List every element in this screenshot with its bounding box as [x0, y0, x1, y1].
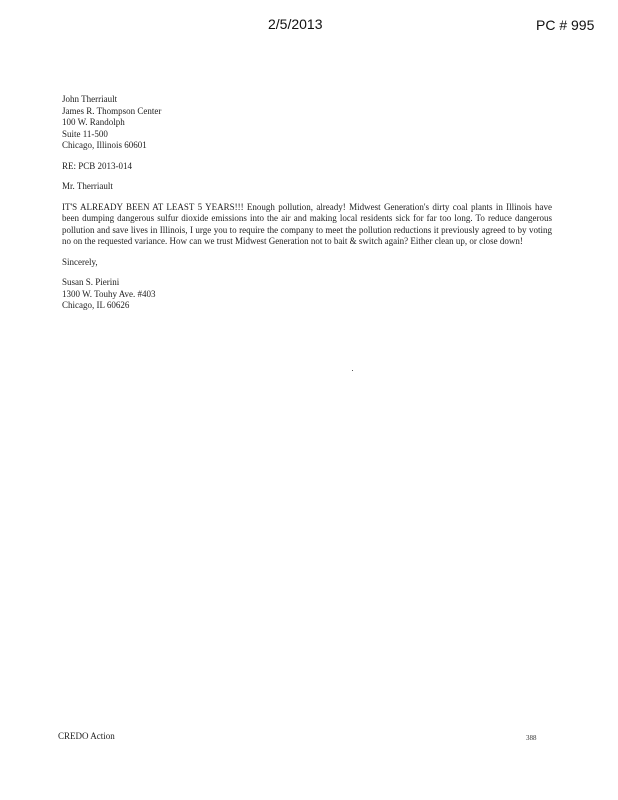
sender-line: Susan S. Pierini: [62, 277, 120, 287]
sender-line: Chicago, IL 60626: [62, 300, 130, 310]
sender-line: 1300 W. Touhy Ave. #403: [62, 288, 156, 299]
header-date: 2/5/2013: [268, 16, 323, 32]
public-comment-number: PC # 995: [536, 17, 595, 33]
recipient-line: Suite 11-500: [62, 128, 108, 139]
scan-speck: [352, 370, 353, 371]
body-paragraph: IT'S ALREADY BEEN AT LEAST 5 YEARS!!! Enough pollution, already! Midwest Generation's dirty coal plants in Illinois have been dumping dangerous sulfur dioxide emissions into the air and making local residents sick for far too long. To reduce dangerous pollution and save lives in Illinois, I urge you to require the company to meet the pollution reductions it previously agreed to by voting no on the requested variance. How can we trust Midwest Generation not to bait & switch again? Either clean up, or close down!: [62, 201, 552, 246]
footer-page-number: 388: [526, 734, 537, 742]
recipient-line: John Therriault: [62, 94, 118, 104]
salutation: Mr. Therriault: [62, 181, 113, 191]
closing: Sincerely,: [62, 256, 98, 267]
recipient-line: 100 W. Randolph: [62, 117, 125, 127]
sender-address: [62, 277, 552, 312]
re-line: RE: PCB 2013-014: [62, 160, 133, 171]
footer-organization: CREDO Action: [58, 731, 115, 741]
recipient-address: [62, 94, 552, 152]
letter-body: [62, 94, 552, 312]
recipient-line: Chicago, Illinois 60601: [62, 140, 147, 150]
recipient-line: James R. Thompson Center: [62, 105, 162, 116]
